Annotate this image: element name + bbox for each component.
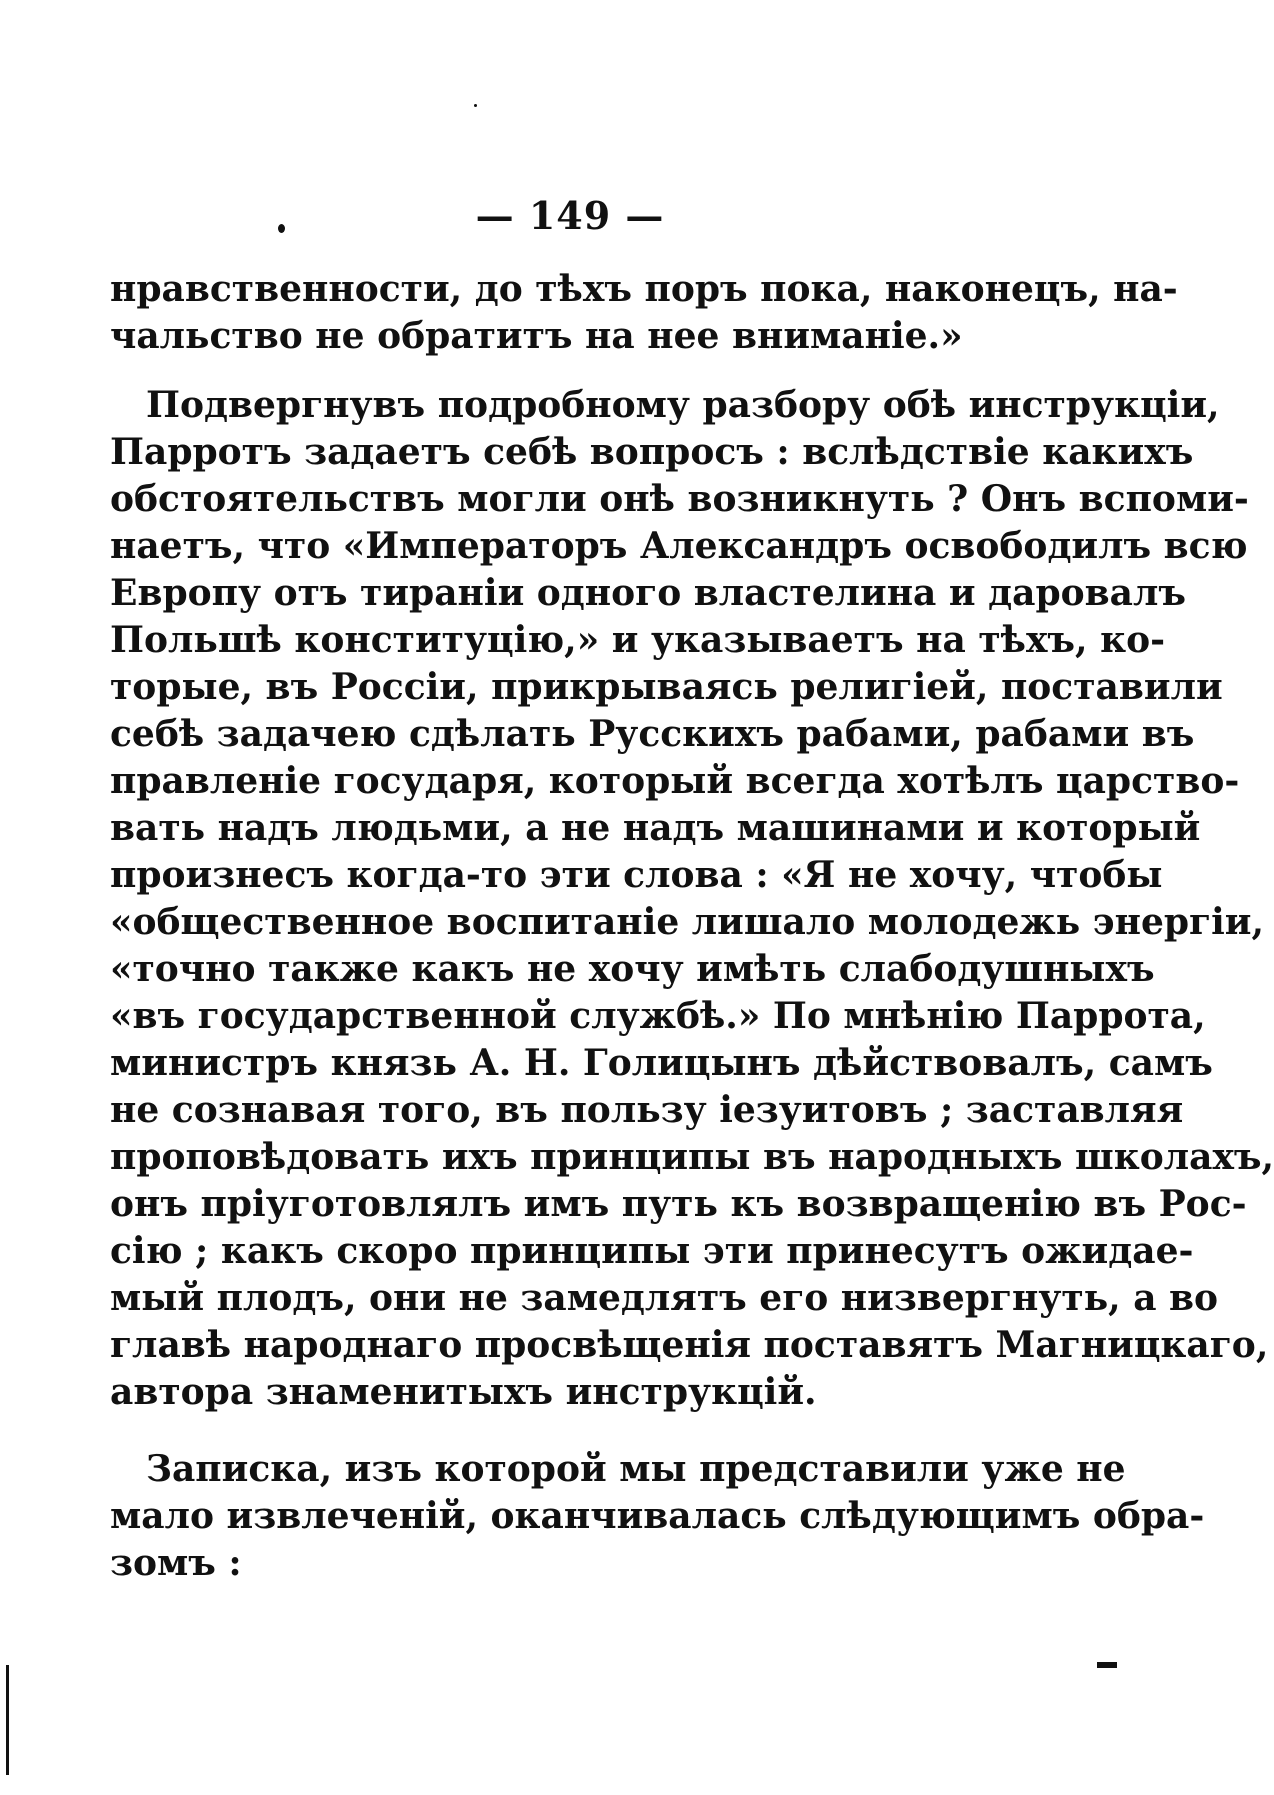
paragraph-continuation — [110, 266, 1178, 360]
print-speck — [278, 224, 285, 233]
text-line: Европу отъ тираніи одного властелина и даровалъ — [110, 572, 1186, 614]
text-line: зомъ : — [110, 1542, 242, 1584]
text-line: Записка, изъ которой мы представили уже не — [146, 1448, 1126, 1490]
text-line: министръ князь А. Н. Голицынъ дѣйствовалъ, самъ — [110, 1042, 1213, 1084]
text-line: главѣ народнаго просвѣщенія поставятъ Магницкаго, — [110, 1324, 1269, 1366]
text-line: не сознавая того, въ пользу іезуитовъ ; заставляя — [110, 1089, 1184, 1131]
text-line: Польшѣ конституцію,» и указываетъ на тѣхъ, ко- — [110, 619, 1166, 661]
text-line: вать надъ людьми, а не надъ машинами и который — [110, 807, 1201, 849]
paragraph-parrot-analysis — [110, 382, 1274, 1416]
text-line: онъ пріуготовлялъ имъ путь къ возвращенію въ Рос- — [110, 1183, 1247, 1225]
print-speck — [1097, 1662, 1117, 1668]
text-line: произнесъ когда-то эти слова : «Я не хочу, чтобы — [110, 854, 1163, 896]
text-line: Парротъ задаетъ себѣ вопросъ : вслѣдствіе какихъ — [110, 431, 1194, 473]
text-line: проповѣдовать ихъ принципы въ народныхъ школахъ, — [110, 1136, 1274, 1178]
paragraph-note-ending — [110, 1446, 1205, 1587]
text-line: торые, въ Россіи, прикрываясь религіей, поставили — [110, 666, 1223, 708]
text-line: сію ; какъ скоро принципы эти принесутъ ожидае- — [110, 1230, 1194, 1272]
text-line: Подвергнувъ подробному разбору обѣ инструкціи, — [146, 384, 1220, 426]
text-line: «въ государственной службѣ.» По мнѣнію Паррота, — [110, 995, 1206, 1037]
text-line: «общественное воспитаніе лишало молодежь энергіи, — [110, 901, 1265, 943]
text-line: правленіе государя, который всегда хотѣлъ царство- — [110, 760, 1240, 802]
text-line: наетъ, что «Императоръ Александръ освободилъ всю — [110, 525, 1248, 567]
text-line: себѣ задачею сдѣлать Русскихъ рабами, рабами въ — [110, 713, 1195, 755]
print-speck — [474, 104, 477, 107]
text-line: нравственности, до тѣхъ поръ пока, наконецъ, на- — [110, 268, 1178, 310]
text-line: мый плодъ, они не замедлятъ его низвергнуть, а во — [110, 1277, 1219, 1319]
text-line: обстоятельствъ могли онѣ возникнуть ? Онъ вспоми- — [110, 478, 1249, 520]
print-speck — [6, 1665, 9, 1775]
text-line: мало извлеченій, оканчивалась слѣдующимъ обра- — [110, 1495, 1205, 1537]
text-line: чальство не обратитъ на нее вниманіе.» — [110, 315, 963, 357]
text-line: «точно также какъ не хочу имѣть слабодушныхъ — [110, 948, 1155, 990]
text-line: автора знаменитыхъ инструкцій. — [110, 1371, 817, 1413]
page-number: — 149 — — [475, 193, 665, 238]
